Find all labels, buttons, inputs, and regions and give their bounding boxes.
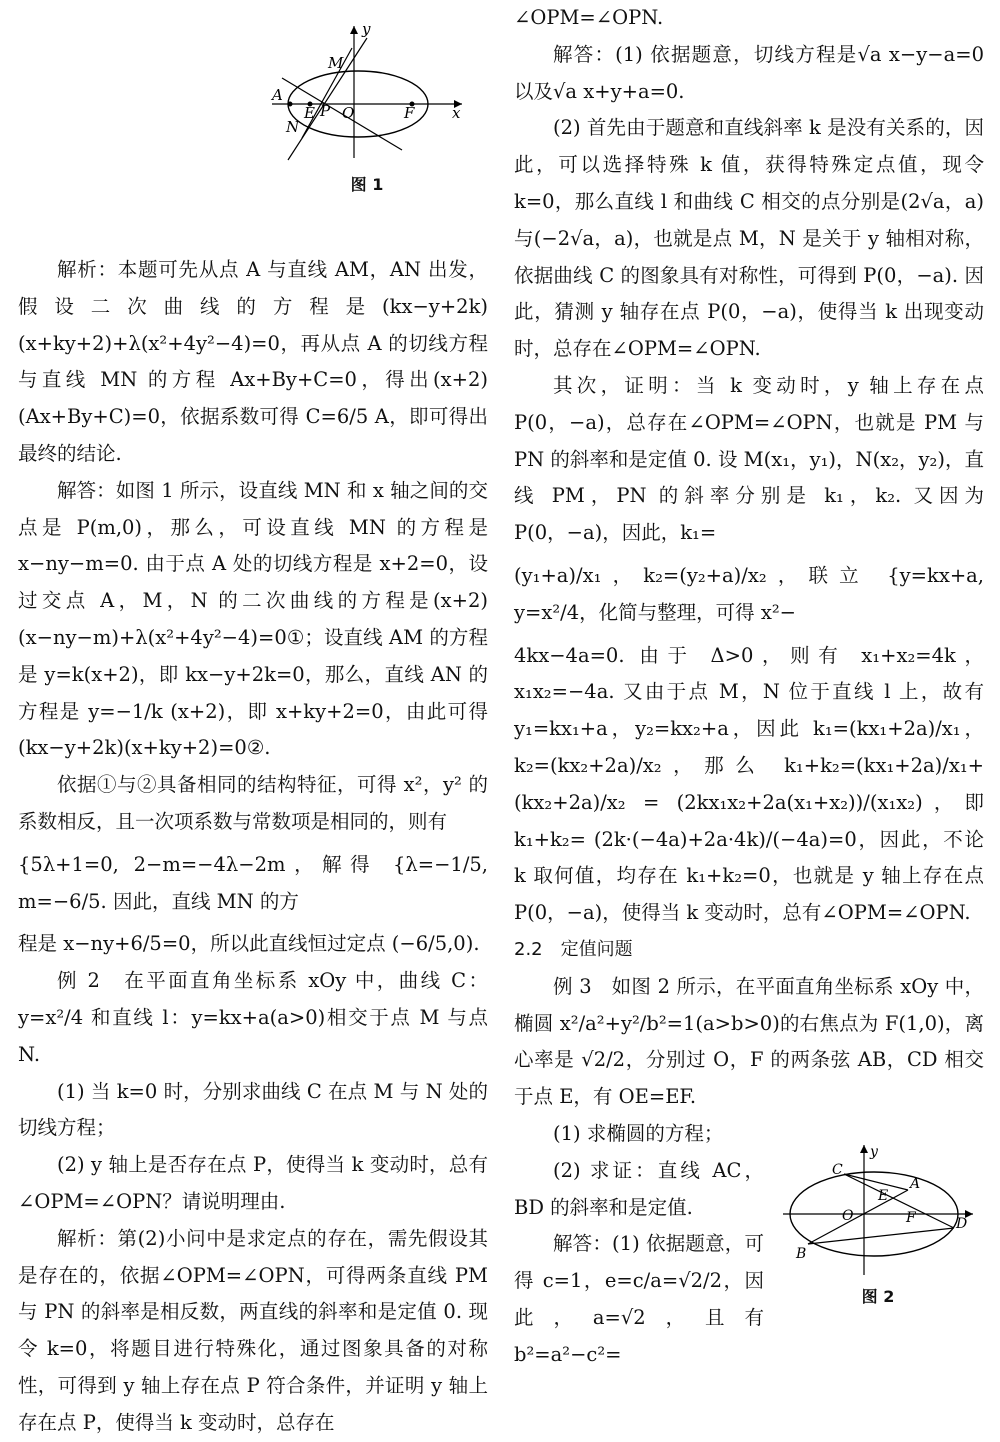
fig2-label-y: y [870,1144,878,1160]
solution-2-part-2a: (2) 首先由于题意和直线斜率 k 是没有关系的，因此，可以选择特殊 k 值，获得特殊定点值，现令 k=0，那么直线 l 和曲线 C 相交的点分别是(2√a，a)与(−2√a，a)，也就是点 M，N 是关于 y 轴相对称，依据曲线 C 的图象具有对称性，可得到 P(0，−a). 因此，猜测 y 轴存在点 P(0，−a)，使得当 k 出现变动时，总存在∠OPM=∠OPN. [514,116,984,361]
figure-2 [778,1140,978,1320]
figure-1-caption: 图 1 [350,175,384,194]
fig1-label-M: M [328,54,344,72]
fig2-label-E: E [878,1188,889,1204]
fig2-label-C: C [832,1162,843,1178]
example-3-part-1: (1) 求椭圆的方程； [553,1121,724,1145]
fig1-label-E: E [304,104,315,122]
figure-1 [262,18,472,198]
right-continuation: ∠OPM=∠OPN. [514,6,664,29]
figure-1-ellipse-diagram [262,18,472,168]
analysis-paragraph-2: 解析：第(2)小问中是求定点的存在，需先假设其是存在的，依据∠OPM=∠OPN，可得两条直线 PM 与 PN 的斜率是相反数，两直线的斜率和是定值 0. 现令 k=0，将题目进行特殊化，通过图象具备的对称性，可得到 y 轴上存在点 P 符合条件，并证明 y 轴上存在点 P，使得当 k 变动时，总存在 [18,1226,488,1434]
analysis-paragraph-1: 解析：本题可先从点 A 与直线 AM，AN 出发，假设二次曲线的方程是(kx−y+2k)(x+ky+2)+λ(x²+4y²−4)=0，再从点 A 的切线方程与直线 MN 的方程 Ax+By+C=0，得出(x+2)(Ax+By+C)=0，依据系数可得 C=6/5 A，即可得出最终的结论. [18,258,488,465]
figure-2-ellipse-diagram [778,1140,978,1280]
figure-2-caption: 图 2 [861,1287,895,1306]
fig1-label-N: N [286,118,300,136]
fig2-label-O: O [842,1208,854,1224]
solution-paragraph-2: 依据①与②具备相同的结构特征，可得 x²，y² 的系数相反，且一次项系数与常数项是相同的，则有 [18,773,488,833]
example-2-part-2: (2) y 轴上是否存在点 P，使得当 k 变动时，总有∠OPM=∠OPN？请说明理由. [18,1153,488,1213]
solution-2-part-2b: 其次，证明：当 k 变动时，y 轴上存在点 P(0，−a)，总存在∠OPM=∠OPN，也就是 PM 与 PN 的斜率和是定值 0. 设 M(x₁，y₁)，N(x₂，y₂)，直线 PM，PN 的斜率分别是 k₁，k₂. 又因为 P(0，−a)，因此，k₁= [514,373,984,545]
fig2-label-D: D [956,1216,968,1232]
example-3-statement: 例 3 如图 2 所示，在平面直角坐标系 xOy 中，椭圆 x²/a²+y²/b²=1(a>b>0)的右焦点为 F(1,0)，离心率是 √2/2，分别过 O，F 的两条弦 AB，CD 相交于点 E，有 OE=EF. [514,974,984,1109]
fig1-label-A: A [272,86,283,104]
solution-2-part-1: 解答：(1) 依据题意，切线方程是√a x−y−a=0 以及√a x+y+a=0. [514,42,984,103]
slope-equation-system: (y₁+a)/x₁，k₂=(y₂+a)/x₂，联立 {y=kx+a, y=x²/4，化简与整理，可得 x²− [514,563,984,624]
solution-2-part-2c: 4kx−4a=0. 由于 Δ>0，则有 x₁+x₂=4k，x₁x₂=−4a. 又由于点 M，N 位于直线 l 上，故有 y₁=kx₁+a，y₂=kx₂+a，因此 k₁=(kx₁+2a)/x₁，k₂=(kx₂+2a)/x₂，那么 k₁+k₂=(kx₁+2a)/x₁+ (kx₂+2a)/x₂ = (2kx₁x₂+2a(x₁+x₂))/(x₁x₂)，即 k₁+k₂= (2k·(−4a)+2a·4k)/(−4a)=0，因此，不论 k 取何值，均存在 k₁+k₂=0，也就是 y 轴上存在点 P(0，−a)，使得当 k 变动时，总有∠OPM=∠OPN. [514,643,984,925]
example-3-solution: 解答：(1) 依据题意，可得 c=1，e=c/a=√2/2，因此，a=√2，且有 b²=a²−c²= [514,1232,764,1366]
section-heading-2-2: 2.2 定值问题 [514,938,633,960]
solution-paragraph-1: 解答：如图 1 所示，设直线 MN 和 x 轴之间的交点是 P(m,0)，那么，可设直线 MN 的方程是 x−ny−m=0. 由于点 A 处的切线方程是 x+2=0，设过交点 A，M，N 的二次曲线的方程是(x+2)(x−ny−m)+λ(x²+4y²−4)=0①；设直线 AM 的方程是 y=k(x+2)，即 kx−y+2k=0，那么，直线 AN 的方程是 y=−1/k (x+2)，即 x+ky+2=0，由此可得(kx−y+2k)(x+ky+2)=0②. [18,478,488,760]
solution-conclusion-1: 程是 x−ny+6/5=0，所以此直线恒过定点 (−6/5,0). [18,932,480,956]
example-2-part-1: (1) 当 k=0 时，分别求曲线 C 在点 M 与 N 处的切线方程； [18,1079,488,1140]
fig2-label-F: F [906,1210,916,1226]
fig2-label-B: B [796,1246,807,1262]
fig1-label-F: F [404,104,415,122]
fig2-label-A: A [910,1176,921,1192]
left-column [18,252,488,1442]
fig1-label-O: O [342,104,355,122]
example-2-statement: 例 2 在平面直角坐标系 xOy 中，曲线 C：y=x²/4 和直线 l：y=kx+a(a>0)相交于点 M 与点 N. [18,969,488,1066]
fig1-label-P: P [320,102,331,120]
equation-system-1: {5λ+1=0, 2−m=−4λ−2m，解得 {λ=−1/5, m=−6/5. 因此，直线 MN 的方 [18,852,488,913]
fig1-label-x: x [452,104,461,122]
example-3-part-2: (2) 求证：直线 AC，BD 的斜率和是定值. [514,1158,764,1219]
fig1-label-y: y [362,20,371,38]
